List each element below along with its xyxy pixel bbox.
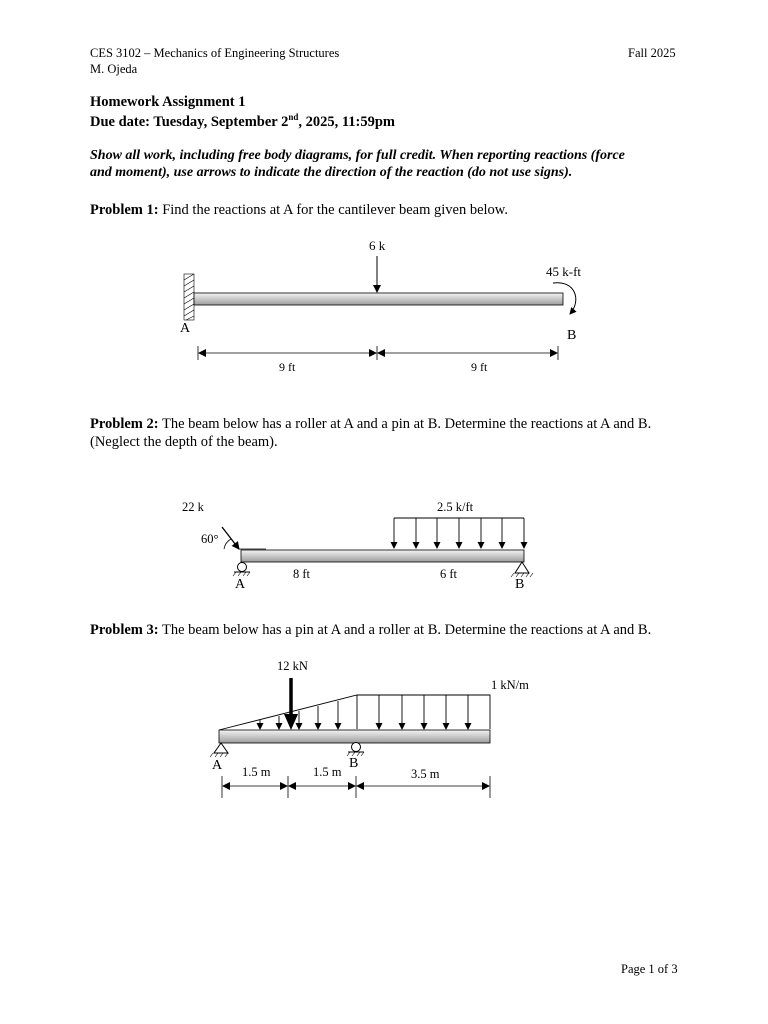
term: Fall 2025 [628,46,676,60]
point-a-label: A [212,758,223,773]
dimension-label-1: 8 ft [293,567,311,581]
pin-support [515,562,529,573]
point-a-label: A [235,577,246,592]
problem-2-statement: Problem 2: The beam below has a roller at A and a pin at B. Determine the reactions at A and B. [90,416,652,432]
problem-3-diagram [210,678,490,798]
roller-support [238,563,247,572]
distributed-load-label: 2.5 k/ft [437,500,474,514]
roller-support [352,743,361,752]
point-load-label: 12 kN [277,659,308,673]
point-b-label: B [515,577,525,592]
point-b-label: B [567,328,577,343]
dimension-label-2: 9 ft [471,360,488,374]
dimension-label-2: 1.5 m [313,765,342,779]
beam-ab [241,550,524,562]
dimension-label-2: 6 ft [440,567,458,581]
angle-label: 60° [201,532,219,546]
point-load-label: 6 k [369,238,386,253]
due-date: Due date: Tuesday, September 2nd, 2025, 11:59pm [90,112,396,130]
point-a-label: A [180,321,191,336]
problem-3-statement: Problem 3: The beam below has a pin at A and a roller at B. Determine the reactions at A and B. [90,622,652,638]
instructor-name: M. Ojeda [90,62,138,76]
moment-label: 45 k-ft [546,264,582,279]
page-number: Page 1 of 3 [621,962,678,976]
problem-1-statement: Problem 1: Find the reactions at A for the cantilever beam given below. [90,202,508,218]
point-b-label: B [349,756,359,771]
pin-support [214,743,228,753]
problem-2-note: (Neglect the depth of the beam). [90,434,278,450]
dimension-label-1: 1.5 m [242,765,271,779]
cantilever-beam [194,293,563,305]
beam-ab [219,730,490,743]
problem-1-diagram [184,256,576,360]
problem-2-diagram [222,518,533,577]
instructions-line-2: and moment), use arrows to indicate the direction of the reaction (do not use signs). [90,165,573,180]
instructions-line-1: Show all work, including free body diagrams, for full credit. When reporting reactions (force [90,148,625,163]
distributed-load-label: 1 kN/m [491,678,529,692]
assignment-title: Homework Assignment 1 [90,94,246,110]
course-title: CES 3102 – Mechanics of Engineering Structures [90,46,340,60]
dimension-label-1: 9 ft [279,360,296,374]
dimension-label-3: 3.5 m [411,767,440,781]
inclined-force-label: 22 k [182,500,204,514]
angle-arc [224,539,231,549]
